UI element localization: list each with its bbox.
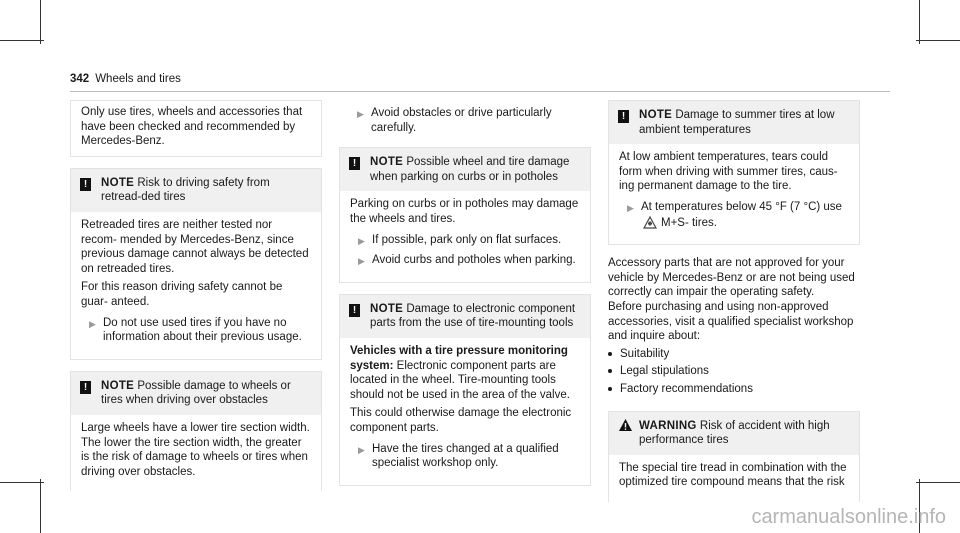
notice-icon: !: [80, 178, 91, 191]
note-body: [71, 212, 321, 359]
step-arrow-icon: ▶: [358, 444, 365, 455]
note-title: Damage to summer tires at low ambient temperatures: [639, 109, 835, 136]
step-arrow-icon: ▶: [627, 202, 634, 213]
bullet-item: [608, 347, 860, 362]
notice-icon: !: [349, 157, 360, 170]
note-paragraph: Parking on curbs or in potholes may damage the wheels and tires.: [350, 198, 579, 225]
bullet-text: Legal stipulations: [620, 365, 709, 378]
note-body: [340, 338, 590, 485]
note-paragraph: This could otherwise damage the electronic component parts.: [350, 407, 572, 434]
note-label: NOTE: [639, 109, 673, 121]
note-title: Possible damage to wheels or tires when driving over obstacles: [101, 379, 291, 407]
column-3: [608, 100, 860, 502]
step-text: Have the tires changed at a qualified specialist workshop only.: [372, 442, 559, 470]
instruction-step: [339, 106, 591, 135]
header-rule: [70, 91, 890, 92]
intro-text: Only use tires, wheels and accessories that have been checked and recommended by Mercedes-Benz.: [81, 106, 303, 148]
section-title: Wheels and tires: [95, 73, 181, 85]
bullet-item: [608, 364, 860, 379]
warning-title: Risk of accident with high performance tires: [639, 419, 830, 447]
crop-mark: [916, 482, 960, 483]
step-text: If possible, park only on flat surfaces.: [372, 233, 562, 246]
step-arrow-icon: ▶: [89, 318, 96, 329]
column-2: [339, 100, 591, 486]
note-retreaded-tires: [70, 168, 322, 360]
crop-mark: [919, 0, 920, 44]
crop-mark: [40, 0, 41, 44]
note-label: NOTE: [101, 176, 135, 189]
notice-icon: !: [80, 381, 91, 394]
snowflake-mountain-icon: [643, 215, 657, 229]
warning-paragraph: The special tire tread in combination with the optimized tire compound means that the risk: [619, 461, 847, 489]
intro-box: [70, 100, 322, 157]
note-header: [340, 295, 590, 338]
instruction-step: [81, 316, 311, 345]
instruction-step: [350, 442, 580, 471]
warning-header: [609, 412, 859, 455]
note-body: [609, 144, 859, 244]
column-1: [70, 100, 322, 491]
note-paragraph: Large wheels have a lower tire section width. The lower the tire section width, the greater is the risk of damage to wheels or tires when driving over obstacles.: [81, 421, 310, 478]
step-text: Avoid obstacles or drive particularly carefully.: [371, 107, 552, 134]
note-label: NOTE: [101, 379, 135, 392]
bullet-dot: [608, 387, 612, 391]
note-body: [340, 191, 590, 281]
notice-icon: !: [349, 304, 360, 317]
bullet-item: [608, 382, 860, 397]
note-curbs-potholes: [339, 147, 591, 283]
note-obstacles: [70, 371, 322, 492]
instruction-step: [350, 233, 580, 248]
note-paragraph-text: Electronic component parts are located in the wheel. Tire-mounting tools should not be used in the area of the valve.: [350, 359, 570, 401]
note-header: [340, 148, 590, 191]
note-header: [71, 372, 321, 415]
warning-label: WARNING: [639, 419, 697, 432]
notice-icon: !: [618, 110, 629, 123]
note-summer-tires: [608, 100, 860, 245]
note-label: NOTE: [370, 156, 404, 169]
note-title: Damage to electronic component parts from the use of tire-mounting tools: [370, 302, 576, 330]
bullet-dot: [608, 369, 612, 373]
note-tire-mounting-tools: [339, 294, 591, 486]
warning-high-performance-tires: [608, 411, 860, 502]
body-paragraph: Before purchasing and using non-approved accessories, visit a qualified specialist workshop and inquire about:: [608, 300, 854, 343]
note-title: Possible wheel and tire damage when parking on curbs or in potholes: [370, 156, 570, 183]
crop-mark: [916, 40, 960, 41]
page-number: 342: [70, 73, 90, 85]
bullet-text: Factory recommendations: [620, 382, 753, 395]
note-paragraph: [350, 344, 580, 402]
note-paragraph: For this reason driving safety cannot be guar- anteed.: [81, 281, 283, 308]
crop-mark: [0, 40, 44, 41]
instruction-step: [619, 200, 849, 230]
note-label: NOTE: [370, 302, 404, 315]
note-subheading: Vehicles with a tire pressure monitoring system:: [350, 344, 568, 372]
watermark: carmanualsonline.info: [751, 506, 946, 528]
note-body: [71, 415, 321, 491]
step-text: M+S- tires.: [661, 216, 717, 229]
note-paragraph: Retreaded tires are neither tested nor recom- mended by Mercedes-Benz, since previous damage cannot always be detected on retreaded tires.: [81, 218, 309, 275]
step-text: Do not use used tires if you have no information about their previous usage.: [103, 316, 302, 344]
warning-triangle-icon: [618, 418, 633, 432]
note-title: Risk to driving safety from retread-ded tires: [101, 176, 270, 204]
bullet-dot: [608, 352, 612, 356]
body-paragraph: Accessory parts that are not approved for your vehicle by Mercedes-Benz or are not being used correctly can impair the operating safety.: [608, 257, 855, 299]
crop-mark: [0, 482, 44, 483]
step-text: Avoid curbs and potholes when parking.: [372, 254, 576, 267]
bullet-text: Suitability: [620, 347, 670, 360]
note-header: [71, 169, 321, 212]
step-arrow-icon: ▶: [357, 109, 364, 119]
crop-mark: [40, 479, 41, 533]
note-header: [609, 101, 859, 144]
step-text: At temperatures below 45 °F (7 °C) use: [641, 200, 842, 213]
page-header: [70, 73, 181, 85]
note-paragraph: At low ambient temperatures, tears could form when driving with summer tires, caus- ing permanent damage to the tire.: [619, 151, 838, 193]
step-arrow-icon: ▶: [358, 256, 365, 267]
accessories-section: [608, 256, 860, 396]
warning-body: [609, 455, 859, 502]
step-arrow-icon: ▶: [358, 235, 365, 246]
instruction-step: [350, 253, 580, 268]
